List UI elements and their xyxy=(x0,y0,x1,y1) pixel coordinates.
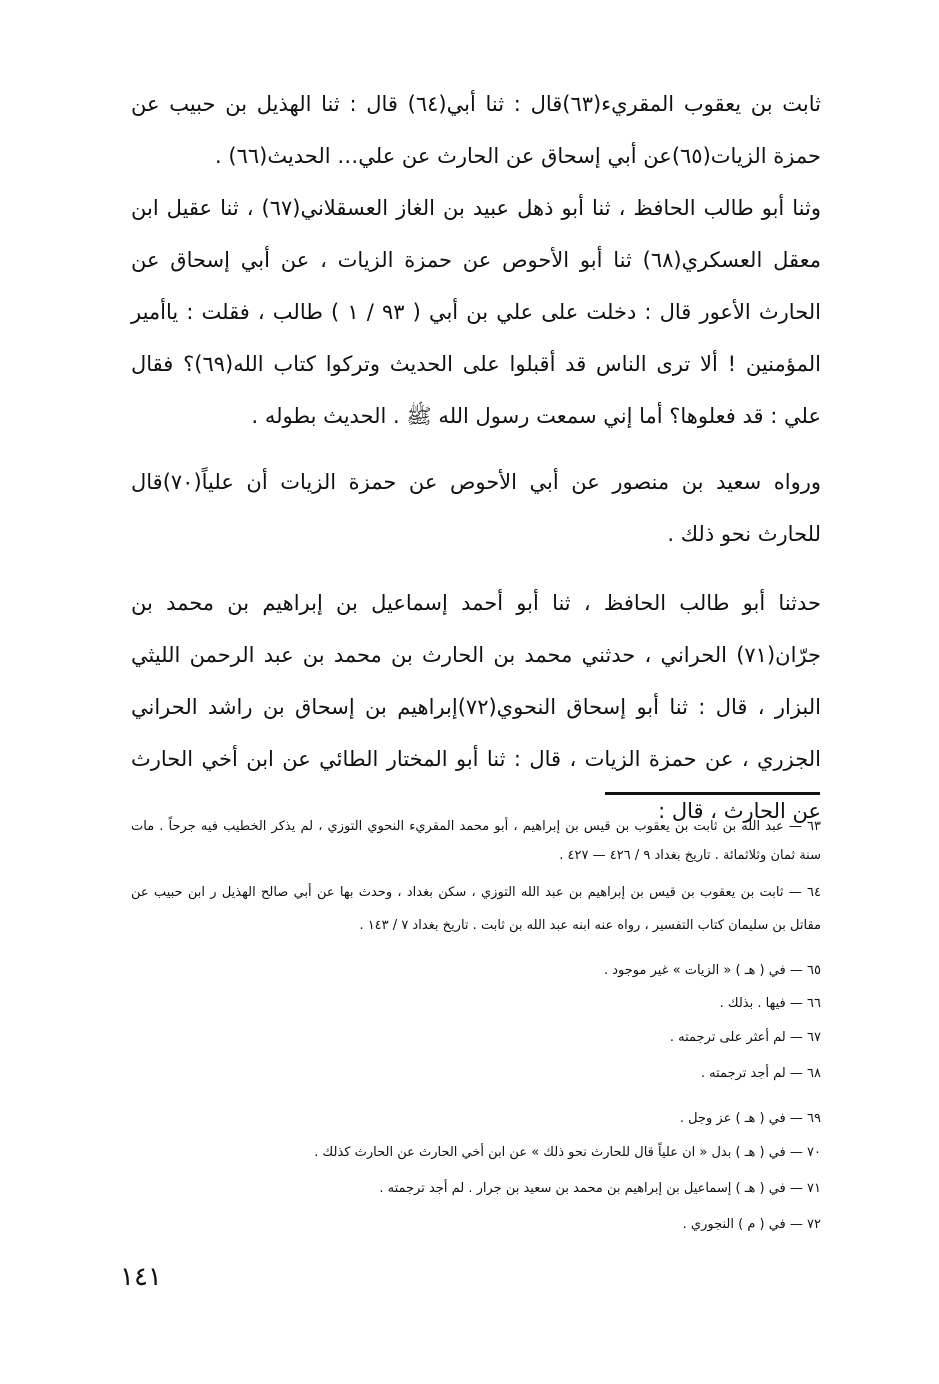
footnote-text: لم أجد ترجمته . xyxy=(700,1066,786,1081)
footnote-dash: — xyxy=(788,885,802,900)
footnote-dash: — xyxy=(789,963,803,978)
footnote-text: في ( م ) النجوري . xyxy=(682,1217,786,1232)
footnote-number: ٧٠ xyxy=(807,1145,821,1160)
footnote-text: في ( هـ ) « الزيات » غير موجود . xyxy=(603,963,786,978)
footnote-text: لم أعثر على ترجمته . xyxy=(669,1030,786,1045)
paragraph-2: وثنا أبو طالب الحافظ ، ثنا أبو ذهل عبيد بن الغاز العسقلاني(٦٧) ، ثنا عقيل ابن معقل العسكري(٦٨) ثنا أبو الأحوص عن حمزة الزيات ، عن أبي إسحاق عن الحارث الأعور قال : دخلت على علي بن أبي ( ٩٣ / ١ ) طالب ، فقلت : ياأمير المؤمنين ! ألا ترى الناس قد أقبلوا على الحديث وتركوا كتاب الله(٦٩)؟ فقال علي : قد فعلوها؟ أما إني سمعت رسول الله ﷺ . الحديث بطوله . xyxy=(131,196,822,428)
paragraph-3: ورواه سعيد بن منصور عن أبي الأحوص عن حمزة الزيات أن علياً(٧٠)قال للحارث نحو ذلك . xyxy=(131,470,821,546)
footnote-dash: — xyxy=(789,1217,803,1232)
footnote-dash: — xyxy=(789,1111,803,1126)
footnote-dash: — xyxy=(789,1030,803,1045)
footnote-66 xyxy=(131,987,821,1020)
footnote-63 xyxy=(131,812,821,870)
paragraph-1: ثابت بن يعقوب المقريء(٦٣)قال : ثنا أبي(٦٤) قال : ثنا الهذيل بن حبيب عن حمزة الزيات(٦٥)عن أبي إسحاق عن الحارث عن علي… الحديث(٦٦) . xyxy=(131,92,822,168)
footnote-dash: — xyxy=(789,1181,803,1196)
footnote-68 xyxy=(131,1056,821,1092)
footnote-separator xyxy=(605,792,820,795)
footnote-text: في ( هـ ) عز وجل . xyxy=(679,1111,786,1126)
footnote-dash: — xyxy=(789,1066,803,1081)
page-number: ١٤١ xyxy=(120,1262,162,1292)
footnote-65 xyxy=(131,954,821,987)
footnote-number: ٦٩ xyxy=(807,1111,821,1126)
footnote-number: ٦٣ xyxy=(807,819,821,834)
footnote-72 xyxy=(131,1207,821,1243)
footnotes-list xyxy=(131,812,821,1243)
footnote-number: ٦٨ xyxy=(807,1066,821,1081)
footnote-number: ٧١ xyxy=(807,1181,821,1196)
paragraph-4: حدثنا أبو طالب الحافظ ، ثنا أبو أحمد إسماعيل بن إبراهيم بن محمد بن جرّان(٧١) الحراني ، حدثني محمد بن الحارث بن محمد بن عبد الرحمن الليثي البزار ، قال : ثنا أبو إسحاق النحوي(٧٢)إبراهيم بن إسحاق بن راشد الحراني الجزري ، عن حمزة الزيات ، قال : ثنا أبو المختار الطائي عن ابن أخي الحارث عن الحارث ، قال : xyxy=(131,591,821,823)
footnote-dash: — xyxy=(788,819,802,834)
footnote-number: ٧٢ xyxy=(807,1217,821,1232)
footnote-number: ٦٦ xyxy=(807,996,821,1011)
footnote-text: عبد الله بن ثابت بن يعقوب بن قيس بن إبراهيم ، أبو محمد المقريء النحوي التوزي ، لم يذكر الخطيب فيه جرحاً . مات سنة ثمان وثلاثمائة . تاريخ بغداد ٩ / ٤٢٦ — ٤٢٧ . xyxy=(131,819,821,863)
footnote-64 xyxy=(131,876,821,942)
footnote-71 xyxy=(131,1171,821,1207)
footnote-text: ثابت بن يعقوب بن قيس بن إبراهيم بن عبد الله التوزي ، سكن بغداد ، وحدث بها عن أبي صالح الهذيل ر ابن حبيب عن مقاتل بن سليمان كتاب التفسير ، رواه عنه ابنه عبد الله بن ثابت . تاريخ بغداد ٧ / ١٤٣ . xyxy=(131,885,821,933)
footnote-70 xyxy=(131,1135,821,1171)
footnote-69 xyxy=(131,1102,821,1135)
footnote-dash: — xyxy=(789,1145,803,1160)
footnote-text: في ( هـ ) بدل « ان علياً قال للحارث نحو ذلك » عن ابن أخي الحارث عن الحارث كذلك . xyxy=(314,1145,786,1160)
footnote-number: ٦٧ xyxy=(807,1030,821,1045)
footnote-text: فيها . بذلك . xyxy=(719,996,786,1011)
footnote-dash: — xyxy=(789,996,803,1011)
footnote-67 xyxy=(131,1020,821,1056)
footnote-number: ٦٥ xyxy=(807,963,821,978)
footnote-text: في ( هـ ) إسماعيل بن إبراهيم بن محمد بن سعيد بن جرار . لم أجد ترجمته . xyxy=(379,1181,786,1196)
footnote-number: ٦٤ xyxy=(807,885,821,900)
